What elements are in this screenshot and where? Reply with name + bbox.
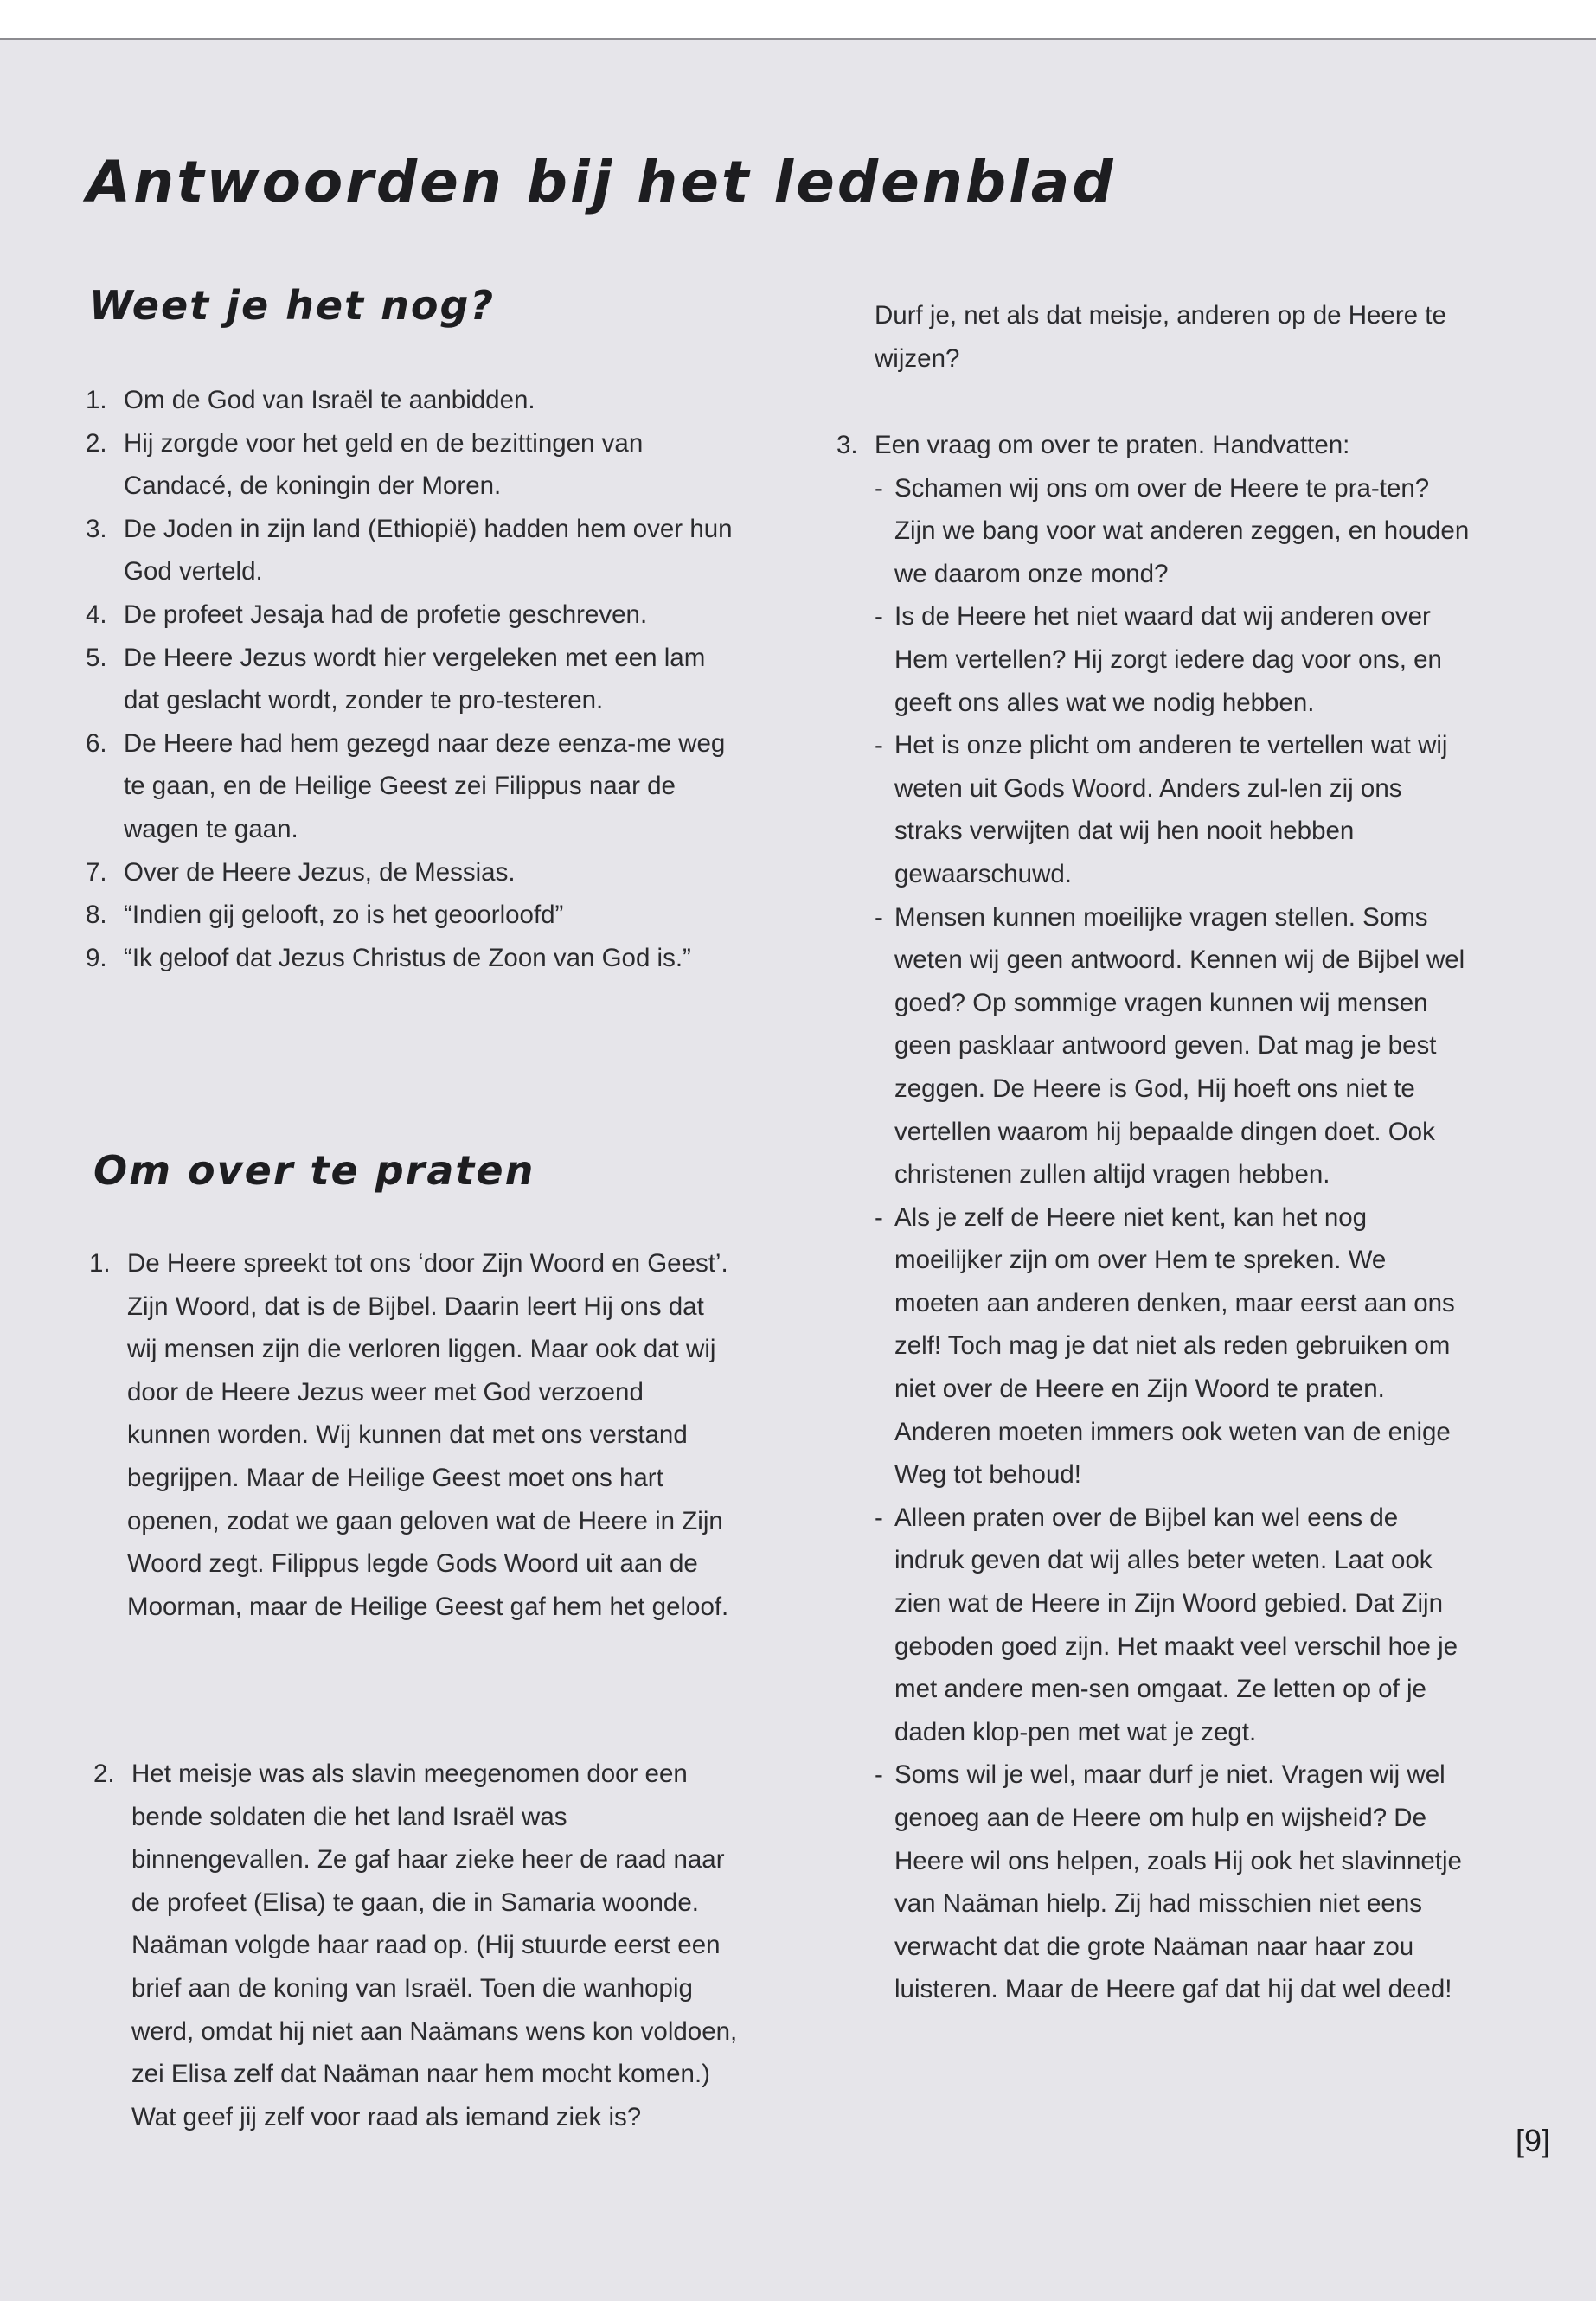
list-item bbox=[86, 593, 743, 637]
item-number: 8. bbox=[86, 901, 107, 930]
bullet-point bbox=[875, 595, 1474, 724]
item-number: 9. bbox=[86, 943, 107, 972]
item-number: 1. bbox=[86, 386, 107, 414]
dash-marker: - bbox=[875, 731, 883, 760]
bullet-point bbox=[875, 1196, 1474, 1497]
point-text: Soms wil je wel, maar durf je niet. Vragen wij wel genoeg aan de Heere om hulp en wijsheid? De Heere wil ons helpen, zoals Hij ook het slavinnetje van Naäman hielp. Zij had misschien niet eens verwacht dat die grote Naäman naar haar zou luisteren. Maar de Heere gaf dat hij dat wel deed! bbox=[894, 1760, 1462, 2004]
item-text: De Heere had hem gezegd naar deze eenza-me weg te gaan, en de Heilige Geest zei Filippus naar de wagen te gaan. bbox=[124, 728, 726, 843]
item-2-continued: Durf je, net als dat meisje, anderen op de Heere te wijzen? bbox=[875, 301, 1446, 373]
item-number: 3. bbox=[86, 514, 107, 543]
section2-item-3: 3. Een vraag om over te praten. Handvatten: - Schamen wij ons om over de Heere te pra-ten? Zijn we bang voor wat anderen zeggen, en houden we daarom onze mond? - Is de Heere het niet waard dat wij anderen over Hem vertellen? Hij zorgt iedere dag voor ons, en geeft ons alles wat we nodig hebben. - Het is onze plicht om anderen te vertellen wat wij weten uit Gods Woord. Anders zul-len zij ons straks verwijten dat wij hen nooit hebben gewaarschuwd. - Mensen kunnen moeilijke vragen stellen. Soms weten wij geen antwoord. Kennen wij de Bijbel wel goed? Op sommige vragen kunnen wij mensen geen pasklaar antwoord geven. Dat mag je best zeggen. De Heere is God, Hij hoeft ons niet te vertellen waarom hij bepaalde dingen doet. Ook christenen zullen altijd vragen hebben. - Als je zelf de Heere niet kent, kan het nog moeilijker zijn om over Hem te spreken. We moeten aan anderen denken, maar eerst aan ons zelf! Toch mag je dat niet als reden gebruiken om niet over de Heere en Zijn Woord te praten. Anderen moeten immers ook weten van de enige Weg tot behoud! - Alleen praten over de Bijbel kan wel eens de indruk geven dat wij alles beter weten. Laat ook zien wat de Heere in Zijn Woord gebied. Dat Zijn geboden goed zijn. Het maakt veel verschil hoe je met andere men-sen omgaat. Ze letten op of je daden klop-pen met wat je zegt. - Soms wil je wel, maar durf je niet. Vragen wij wel genoeg aan de Heere om hulp en wijsheid? De Heere wil ons helpen, zoals Hij ook het slavinnetje van Naäman hielp. Zij had misschien niet eens verwacht dat die grote Naäman naar haar zou luisteren. Maar de Heere gaf dat hij dat wel deed! bbox=[836, 424, 1474, 2011]
list-item bbox=[86, 637, 743, 722]
page-number: [9] bbox=[1516, 2123, 1551, 2158]
item-text: Hij zorgde voor het geld en de bezittingen van Candacé, de koningin der Moren. bbox=[124, 428, 644, 501]
section2-item-1 bbox=[89, 1242, 734, 1628]
bullet-point bbox=[875, 724, 1474, 895]
item-text: “Indien gij gelooft, zo is het geoorloofd” bbox=[124, 901, 564, 930]
page-title: Antwoorden bij het ledenblad bbox=[87, 149, 1116, 215]
point-text: Is de Heere het niet waard dat wij anderen over Hem vertellen? Hij zorgt iedere dag voor ons, en geeft ons alles wat we nodig hebben. bbox=[894, 602, 1442, 717]
list-item bbox=[86, 851, 743, 894]
section2-item-2 bbox=[93, 1753, 738, 2138]
list-item bbox=[86, 379, 743, 422]
dash-marker: - bbox=[875, 1202, 883, 1232]
dash-marker: - bbox=[875, 902, 883, 932]
item-text: De profeet Jesaja had de profetie geschreven. bbox=[124, 599, 648, 629]
bullet-point bbox=[875, 1497, 1474, 1754]
top-margin-strip bbox=[0, 0, 1596, 40]
list-item bbox=[86, 422, 743, 508]
bullet-point bbox=[875, 896, 1474, 1196]
bullet-point bbox=[875, 1753, 1474, 2011]
section-heading-weet-je-het-nog: Weet je het nog? bbox=[89, 282, 496, 329]
dash-marker: - bbox=[875, 1760, 883, 1790]
item-number: 6. bbox=[86, 728, 107, 758]
dash-marker: - bbox=[875, 473, 883, 503]
item-number: 4. bbox=[86, 599, 107, 629]
item-3-intro: Een vraag om over te praten. Handvatten: bbox=[875, 431, 1350, 459]
point-text: Als je zelf de Heere niet kent, kan het nog moeilijker zijn om over Hem te spreken. We moeten aan anderen denken, maar eerst aan ons zelf! Toch mag je dat niet als reden gebruiken om niet over de Heere en Zijn Woord te praten. Anderen moeten immers ook weten van de enige Weg tot behoud! bbox=[894, 1202, 1455, 1490]
item-text: “Ik geloof dat Jezus Christus de Zoon van God is.” bbox=[124, 943, 691, 972]
item-number: 7. bbox=[86, 857, 107, 887]
list-item bbox=[86, 508, 743, 593]
list-item: 2. Het meisje was als slavin meegenomen door een bende soldaten die het land Israël was binnengevallen. Ze gaf haar zieke heer de raad naar de profeet (Elisa) te gaan, die in Samaria woonde. Naäman volgde haar raad op. (Hij stuurde eerst een brief aan de koning van Israël. Toen die wanhopig werd, omdat hij niet aan Naämans wens kon voldoen, zei Elisa zelf dat Naäman naar hem mocht komen.) Wat geef jij zelf voor raad als iemand ziek is? bbox=[93, 1759, 738, 2131]
point-text: Mensen kunnen moeilijke vragen stellen. Soms weten wij geen antwoord. Kennen wij de Bijbel wel goed? Op sommige vragen kunnen wij mensen geen pasklaar antwoord geven. Dat mag je best zeggen. De Heere is God, Hij hoeft ons niet te vertellen waarom hij bepaalde dingen doet. Ook christenen zullen altijd vragen hebben. bbox=[894, 902, 1465, 1189]
list-item bbox=[86, 937, 743, 980]
section1-list bbox=[86, 379, 743, 979]
item-number: 2. bbox=[86, 428, 107, 458]
point-text: Het is onze plicht om anderen te vertellen wat wij weten uit Gods Woord. Anders zul-len zij ons straks verwijten dat wij hen nooit hebben gewaarschuwd. bbox=[894, 731, 1448, 888]
list-item bbox=[86, 722, 743, 851]
dash-marker: - bbox=[875, 602, 883, 631]
point-text: Alleen praten over de Bijbel kan wel eens de indruk geven dat wij alles beter weten. Laat ook zien wat de Heere in Zijn Woord gebied. Dat Zijn geboden goed zijn. Het maakt veel verschil hoe je met andere men-sen omgaat. Ze letten op of je daden klop-pen met wat je zegt. bbox=[894, 1503, 1458, 1747]
list-item bbox=[86, 894, 743, 937]
section-heading-om-over-te-praten: Om over te praten bbox=[93, 1147, 535, 1194]
item-number: 5. bbox=[86, 643, 107, 672]
bullet-point bbox=[875, 467, 1474, 596]
list-item: 1. De Heere spreekt tot ons ‘door Zijn Woord en Geest’. Zijn Woord, dat is de Bijbel. Daarin leert Hij ons dat wij mensen zijn die verloren liggen. Maar ook dat wij door de Heere Jezus weer met God verzoend kunnen worden. Wij kunnen dat met ons verstand begrijpen. Maar de Heilige Geest moet ons hart openen, zodat we gaan geloven wat de Heere in Zijn Woord zegt. Filippus legde Gods Woord uit aan de Moorman, maar de Heilige Geest gaf hem het geloof. bbox=[89, 1249, 729, 1621]
item-text: Over de Heere Jezus, de Messias. bbox=[124, 857, 516, 887]
item-text: Om de God van Israël te aanbidden. bbox=[124, 386, 535, 414]
dash-marker: - bbox=[875, 1503, 883, 1532]
point-text: Schamen wij ons om over de Heere te pra-ten? Zijn we bang voor wat anderen zeggen, en houden we daarom onze mond? bbox=[894, 473, 1470, 588]
item-text: De Heere Jezus wordt hier vergeleken met een lam dat geslacht wordt, zonder te pro-testeren. bbox=[124, 643, 706, 715]
item-text: De Joden in zijn land (Ethiopië) hadden hem over hun God verteld. bbox=[124, 514, 733, 586]
